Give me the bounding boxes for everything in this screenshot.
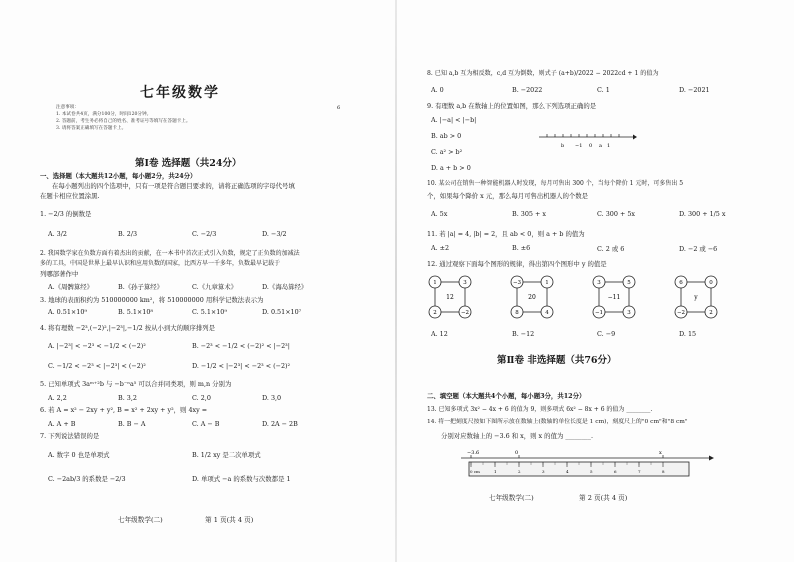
option: A. 0 <box>431 86 444 94</box>
footer-page: 第 2 页(共 4 页) <box>579 494 628 502</box>
option: C. 300 + 5x <box>597 210 636 218</box>
figure-corner-number: 3 <box>597 280 601 286</box>
figure-center-number: 12 <box>446 294 454 301</box>
option: B. 3,2 <box>118 394 137 402</box>
option: D. 2A − 2B <box>262 420 298 428</box>
option: A. |−a| < |−b| <box>431 116 477 124</box>
option: D. 15 <box>679 330 697 338</box>
option: B. −2022 <box>512 86 543 94</box>
notes-line: 注意事项： <box>56 105 79 110</box>
ruler-label: 5 <box>590 469 593 474</box>
question-10: 10. 某公司在销售一种智能机器人时发现，每月可售出 300 个，当每个降价 1 元时，可多售出 5 <box>427 180 684 187</box>
option: A. 数字 0 也是单项式 <box>48 451 110 459</box>
pattern-figure <box>511 276 553 318</box>
ruler-label: 6 <box>614 469 617 474</box>
question-8: 8. 已知 a,b 互为相反数，c,d 互为倒数，则式子 (a+b)/2022 − 2022cd + 1 的值为 <box>427 70 659 77</box>
axis-label: −1 <box>575 143 583 149</box>
figure-corner-number: 3 <box>627 310 631 316</box>
figure-corner-number: 6 <box>679 280 683 286</box>
figure-corner-number: 5 <box>627 280 631 286</box>
footer-subject: 七年级数学(二) <box>489 494 534 502</box>
axis-arrow <box>709 456 714 461</box>
option: D. 单项式 −a 的系数与次数都是 1 <box>192 475 291 483</box>
page-mark: 6 <box>337 105 341 111</box>
option: A. 3/2 <box>48 230 67 238</box>
question-10: 个，如果每个降价 x 元，那么每月可售出机器人的个数是 <box>427 192 589 200</box>
footer-page: 第 1 页(共 4 页) <box>205 516 254 524</box>
question-2: 2. 我国数学家在负数方面有着杰出的贡献，在一本书中首次正式引入负数，规定了正负数的加减法 <box>40 250 300 257</box>
option: C. −1/2 < −2³ < |−2³| < (−2)² <box>48 362 146 370</box>
question-6: 6. 若 A = x² − 2xy + y², B = x² + 2xy + y²，则 4xy = <box>40 406 208 414</box>
question-14: 分别对应数轴上的 −3.6 和 x，则 x 的值为 ________. <box>441 432 593 440</box>
option: C. 2 或 6 <box>597 245 625 253</box>
option: B. B − A <box>118 420 146 428</box>
sec1-heading: 一、选择题（本大题共12小题，每小题2分，共24分） <box>40 172 197 180</box>
option: A. 2,2 <box>48 394 67 402</box>
question-2: 列哪部著作中 <box>40 270 79 278</box>
option: C. 2,0 <box>192 394 211 402</box>
figure-corner-number: 8 <box>515 310 519 316</box>
axis-label: b <box>561 143 565 149</box>
option: B. ab > 0 <box>431 132 462 140</box>
option: B. 5.1×10⁸ <box>118 308 153 316</box>
part1-heading: 第Ⅰ卷 选择题（共24分） <box>135 158 242 169</box>
option: B. 2/3 <box>118 230 138 238</box>
option: D. −2021 <box>679 86 710 94</box>
option: C. −9 <box>597 330 616 338</box>
ruler-label: 7 <box>638 469 641 474</box>
figure-center-number: 20 <box>528 294 536 301</box>
part2-heading: 第Ⅱ卷 非选择题（共76分） <box>497 355 617 366</box>
figure-corner-number: −2 <box>460 310 470 316</box>
option: C. 5.1×10⁹ <box>192 308 227 316</box>
option: D. −2 或 −6 <box>679 245 718 253</box>
option: A. 0.51×10⁹ <box>48 308 87 316</box>
question-2: 多的工具，中国是世界上最早认识和应用负数的国家，比西方早一千多年，负数最早记载于 <box>40 260 281 267</box>
option: C. a² > b² <box>431 148 463 156</box>
pattern-figures <box>427 274 727 324</box>
option: C.《九章算术》 <box>192 283 238 291</box>
ruler-label: 2 <box>518 469 521 474</box>
option: D. 0.51×10⁷ <box>262 308 302 316</box>
option: C. 1 <box>597 86 610 94</box>
question-1: 1. −2/3 的倒数是 <box>40 210 92 218</box>
option: D. −3/2 <box>262 230 287 238</box>
figure-corner-number: 1 <box>433 280 437 286</box>
figure-corner-number: 0 <box>709 280 713 286</box>
option: B. ±6 <box>512 244 531 252</box>
option: C. −2ab/3 的系数是 −2/3 <box>48 475 126 483</box>
sec1-instruction: 在题卡相应位置涂黑. <box>40 192 100 200</box>
figure-corner-number: 4 <box>545 310 549 316</box>
option: A. 12 <box>431 330 448 338</box>
pattern-figure <box>429 276 471 318</box>
footer-subject: 七年级数学(二) <box>118 516 163 524</box>
ruler-label: 8 <box>662 469 665 474</box>
ruler-label: 4 <box>566 469 569 474</box>
option: B. 305 + x <box>512 210 546 218</box>
figure-corner-number: −2 <box>676 310 686 316</box>
figure-center-number: y <box>694 294 698 301</box>
question-9: 9. 有理数 a,b 在数轴上的位置如图，那么下列选项正确的是 <box>427 102 597 110</box>
figure-center-number: −11 <box>607 294 621 301</box>
question-14: 14. 将一把刻度尺按如下图所示放在数轴上(数轴的单位长度是 1 cm)，刻度尺上的"0 cm"和"8 cm" <box>427 419 688 425</box>
figure-corner-number: 3 <box>463 280 467 286</box>
question-4: 4. 将有理数 −2³,(−2)²,|−2³|,−1/2 按从小到大的顺序排列是 <box>40 324 216 332</box>
exam-notes <box>56 104 190 132</box>
question-13: 13. 已知多项式 3x² − 4x + 6 的值为 9，则多项式 6x² − 8x + 6 的值为 ________. <box>427 406 653 413</box>
question-5: 5. 已知单项式 3aᵐ⁺²b 与 −b⁻ⁿa⁵ 可以合并同类项，则 m,n 分别为 <box>40 380 232 388</box>
question-3: 3. 地球的表面积约为 510000000 km²，将 510000000 用科学记数法表示为 <box>40 296 264 304</box>
notes-line: 2. 答题前，考生务必将自己的姓名、准考证号等填写在答题卡上。 <box>56 119 191 124</box>
axis-arrow <box>633 135 637 140</box>
option: A. |−2³| < −2³ < −1/2 < (−2)² <box>48 342 146 350</box>
page-2 <box>397 0 794 562</box>
option: C. −2/3 <box>192 230 217 238</box>
axis-label: 0 <box>515 450 519 456</box>
pattern-figure <box>593 276 635 318</box>
option: D. 300 + 1/5 x <box>679 210 726 218</box>
option: D. 3,0 <box>262 394 282 402</box>
figure-corner-number: 2 <box>709 310 713 316</box>
figure-corner-number: −3 <box>512 280 522 286</box>
option: B. −2³ < −1/2 < (−2)² < |−2³| <box>192 342 290 350</box>
option: D. a + b > 0 <box>431 164 471 172</box>
notes-line: 3. 请将答案正确填写在答题卡上。 <box>56 126 127 131</box>
option: B.《孙子算经》 <box>118 283 164 291</box>
option: A.《周髀算经》 <box>48 283 93 291</box>
option: D. −1/2 < |−2³| < −2³ < (−2)² <box>192 362 291 370</box>
ruler-label: 0 cm <box>470 469 480 474</box>
option: A. 5x <box>431 210 448 218</box>
question-12: 12. 通过观察下面每个图形的规律，得出第四个图形中 y 的值是 <box>427 260 607 268</box>
question-11: 11. 若 |a| = 4, |b| = 2，且 ab < 0，则 a + b 的值为 <box>427 230 585 238</box>
figure-corner-number: 2 <box>433 310 437 316</box>
axis-label: −3.6 <box>467 450 480 456</box>
axis-label: 1 <box>607 143 611 149</box>
figure-corner-number: −1 <box>594 310 604 316</box>
sec1-instruction: 在每小题列出的四个选项中，只有一项是符合题目要求的，请将正确选项的字母代号填 <box>52 182 295 190</box>
figure-corner-number: 1 <box>545 280 549 286</box>
number-line-figure <box>537 128 637 150</box>
ruler-label: 1 <box>494 469 497 474</box>
sec2-heading: 二、填空题（本大题共4个小题，每小题3分，共12分） <box>427 392 586 400</box>
option: C. A − B <box>192 420 220 428</box>
option: B. 1/2 xy 是二次单项式 <box>192 451 261 459</box>
option: A. ±2 <box>431 244 450 252</box>
axis-label: a <box>599 143 602 149</box>
question-7: 7. 下列说法错误的是 <box>40 432 100 440</box>
axis-label: x <box>659 450 662 456</box>
exam-title: 七年级数学 <box>140 85 220 101</box>
ruler-figure <box>457 450 717 484</box>
option: B. −12 <box>512 330 535 338</box>
pattern-figure <box>675 276 717 318</box>
option: D.《海岛算经》 <box>262 283 308 291</box>
notes-line: 1. 本试卷共4页，满分100分，时间120分钟。 <box>56 112 152 117</box>
option: A. A + B <box>48 420 76 428</box>
ruler-label: 3 <box>542 469 545 474</box>
axis-label: 0 <box>589 143 593 149</box>
